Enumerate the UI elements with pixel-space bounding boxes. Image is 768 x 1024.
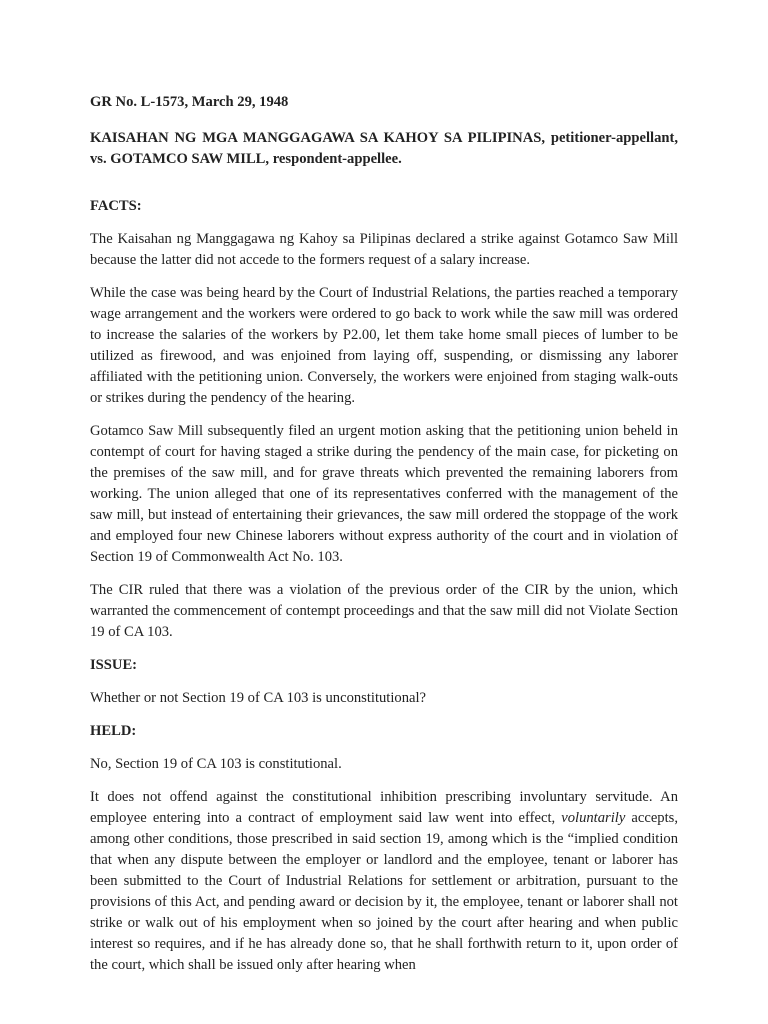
facts-paragraph: While the case was being heard by the Court of Industrial Relations, the parties reached a temporary wage arrangement and the workers were ordered to go back to work while the saw mill was ordered to increase the salaries of the workers by P2.00, let them take home small pieces of lumber to be utilized as firewood, and was enjoined from laying off, suspending, or dismissing any laborer affiliated with the petitioning union. Conversely, the workers were enjoined from staging walk-outs or strikes during the pendency of the hearing. — [90, 285, 678, 406]
held-heading: HELD: — [90, 723, 137, 739]
issue-text: Whether or not Section 19 of CA 103 is unconstitutional? — [90, 690, 427, 706]
facts-paragraph: Gotamco Saw Mill subsequently filed an urgent motion asking that the petitioning union beheld in contempt of court for having staged a strike during the pendency of the main case, for picketing on the premises of the saw mill, and for grave threats which prevented the remaining laborers from working. The union alleged that one of its representatives conferred with the management of the saw mill, but instead of entertaining their grievances, the saw mill ordered the stoppage of the work and employed four new Chinese laborers without express authority of the court and in violation of Section 19 of Commonwealth Act No. 103. — [90, 423, 678, 565]
held-text-part: accepts, among other conditions, those prescribed in said section 19, among which is the “implied condition that when any dispute between the employer or landlord and the employee, tenant or laborer has been submitted to the Court of Industrial Relations for settlement or arbitration, pursuant to the provisions of this Act, and pending award or decision by it, the employee, tenant or laborer shall not strike or walk out of his employment when so joined by the court after hearing and when public interest so requires, and if he has already done so, that he shall forthwith return to it, upon order of the court, which shall be issued only after hearing when — [90, 810, 678, 973]
facts-paragraph: The Kaisahan ng Manggagawa ng Kahoy sa Pilipinas declared a strike against Gotamco Saw Mill because the latter did not accede to the formers request of a salary increase. — [90, 231, 678, 268]
case-title: KAISAHAN NG MGA MANGGAGAWA SA KAHOY SA PILIPINAS, petitioner-appellant, vs. GOTAMCO SAW MILL, respondent-appellee. — [90, 130, 678, 167]
held-paragraph — [90, 787, 678, 976]
issue-heading: ISSUE: — [90, 657, 138, 673]
document-page — [90, 92, 678, 988]
facts-paragraph: The CIR ruled that there was a violation of the previous order of the CIR by the union, which warranted the commencement of contempt proceedings and that the saw mill did not Violate Section 19 of CA 103. — [90, 582, 678, 640]
facts-heading: FACTS: — [90, 198, 142, 214]
case-number: GR No. L-1573, March 29, 1948 — [90, 94, 289, 110]
held-text-part: It does not offend against the constitutional inhibition prescribing involuntary servitude. An employee entering into a contract of employment said law went into effect, — [90, 789, 678, 826]
held-text-italic: voluntarily — [561, 810, 626, 826]
held-summary: No, Section 19 of CA 103 is constitutional. — [90, 756, 342, 772]
